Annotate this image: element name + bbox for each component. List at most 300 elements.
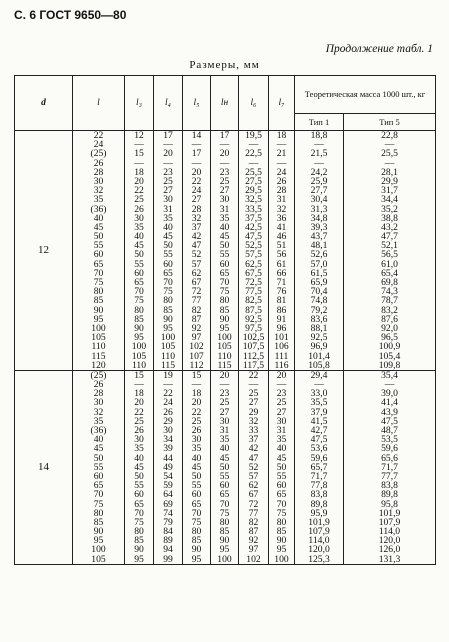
cell-value: 29 — [163, 415, 173, 427]
cell-value: 15 — [191, 369, 202, 381]
column-header-l: l — [73, 76, 125, 131]
cell-value: 89,8 — [310, 498, 328, 510]
cell-value: 65,9 — [310, 277, 328, 288]
cell-value: — — [314, 379, 324, 391]
cell-value: 34 — [163, 434, 173, 446]
cell-value: 80 — [134, 304, 144, 316]
column-l3 — [125, 370, 154, 564]
cell-value: 101,9 — [308, 516, 330, 528]
cell-value: 85 — [93, 295, 104, 307]
cell-value: 25 — [219, 175, 230, 187]
cell-value: 105 — [160, 341, 176, 353]
cell-value: 75 — [163, 286, 173, 298]
cell-value: 85 — [219, 304, 230, 316]
cell-value: 66 — [276, 267, 287, 279]
cell-value: 40 — [219, 221, 230, 233]
cell-value: 61 — [276, 258, 287, 270]
cell-value: 60 — [219, 480, 230, 492]
cell-value: 50 — [276, 461, 287, 473]
cell-value: 100 — [91, 322, 106, 334]
column-header-l6: l₆ — [239, 76, 269, 131]
cell-value: 26 — [163, 406, 173, 418]
cell-value: 31 — [276, 425, 287, 436]
cell-value: 62 — [191, 267, 202, 279]
column-header-l4: l₄ — [154, 76, 183, 131]
cell-value: 53,5 — [381, 434, 398, 446]
cell-value: 35 — [219, 434, 230, 446]
cell-value: 20 — [191, 166, 202, 178]
column-ln — [211, 131, 239, 371]
cell-value: — — [191, 139, 202, 151]
cell-value: 25,5 — [245, 166, 262, 178]
cell-value: 90 — [134, 544, 144, 556]
cell-value: 33 — [248, 425, 259, 436]
table-group-row — [15, 370, 436, 564]
cell-value: 45 — [219, 452, 230, 464]
cell-value: 35 — [219, 212, 230, 224]
cell-value: 21,5 — [310, 148, 328, 160]
cell-value: 43,7 — [310, 231, 328, 243]
cell-value: 109,8 — [378, 359, 401, 371]
cell-value: 45 — [134, 240, 144, 252]
cell-value: 92 — [248, 535, 259, 547]
cell-value: (25) — [90, 148, 107, 160]
cell-value: 80 — [93, 507, 104, 519]
cell-value: 40 — [219, 443, 230, 455]
cell-value: 25 — [163, 175, 173, 187]
cell-value: 85 — [163, 304, 173, 316]
cell-value: — — [163, 379, 173, 391]
cell-value: 27 — [219, 406, 230, 418]
cell-value: 24 — [191, 185, 202, 197]
cell-value: 95 — [163, 322, 173, 334]
cell-value: 59,6 — [310, 452, 328, 464]
cell-value: 95 — [219, 544, 230, 556]
cell-value: 18 — [191, 388, 202, 400]
cell-value: 75 — [134, 516, 144, 528]
column-header-l7: l₇ — [269, 76, 295, 131]
cell-value: 28 — [276, 185, 287, 197]
cell-value: 22 — [191, 175, 202, 187]
cell-value: 115 — [160, 359, 176, 371]
cell-value: 65,7 — [310, 461, 328, 473]
cell-value: 38,8 — [381, 212, 398, 224]
cell-value: (36) — [90, 425, 107, 436]
cell-value: 29,4 — [310, 369, 328, 381]
cell-value: 65 — [134, 277, 144, 288]
cell-value: 20 — [219, 369, 230, 381]
cell-value: 25 — [219, 397, 230, 409]
cell-value: 47,5 — [381, 415, 398, 427]
column-header-l3: l₃ — [125, 76, 154, 131]
cell-value: 30 — [163, 425, 173, 436]
cell-value: 60 — [191, 489, 202, 501]
cell-value: 96,9 — [310, 341, 328, 353]
column-l5 — [183, 131, 211, 371]
cell-value: 100 — [131, 341, 147, 353]
cell-value: 35,2 — [381, 203, 398, 215]
cell-value: 80 — [219, 516, 230, 528]
cell-value: 90 — [163, 313, 173, 325]
cell-value: 35 — [276, 434, 287, 446]
cell-value: 107 — [189, 350, 204, 362]
cell-value: 26 — [134, 425, 144, 436]
cell-value: 100 — [160, 332, 176, 344]
cell-value: 52,1 — [381, 240, 398, 252]
cell-value: 74,8 — [310, 295, 328, 307]
cell-value: 92,0 — [381, 322, 398, 334]
cell-value: — — [134, 139, 144, 151]
cell-value: 70 — [134, 507, 144, 519]
cell-value: 27 — [191, 194, 202, 206]
cell-value: 50 — [93, 452, 104, 464]
cell-value: 35,5 — [310, 397, 328, 409]
cell-value: 52,5 — [245, 240, 262, 252]
cell-value: 75 — [219, 507, 230, 519]
cell-value: 43,9 — [381, 406, 398, 418]
cell-value: 77,7 — [381, 470, 398, 482]
cell-value: 71,7 — [310, 470, 328, 482]
cell-value: 39,0 — [381, 388, 398, 400]
cell-value: — — [248, 139, 259, 151]
cell-value: 22 — [248, 369, 259, 381]
cell-value: 87,6 — [381, 313, 398, 325]
cell-value: 17 — [191, 148, 202, 160]
cell-value: 17 — [219, 130, 230, 141]
cell-value: 67 — [191, 277, 202, 288]
cell-value: 105,4 — [378, 350, 401, 362]
cell-value: — — [314, 139, 324, 151]
cell-value: 81 — [276, 295, 287, 307]
cell-value: 40 — [134, 231, 144, 243]
cell-value: 80 — [163, 295, 173, 307]
cell-value: 32,5 — [245, 194, 262, 206]
cell-value: 60 — [276, 480, 287, 492]
cell-value: 44 — [163, 452, 173, 464]
cell-value: 46 — [276, 231, 287, 243]
cell-value: 22 — [134, 185, 144, 197]
column-ln — [211, 370, 239, 564]
cell-value: 55 — [219, 249, 230, 261]
cell-value: 100 — [217, 553, 232, 565]
cell-value: 17 — [163, 130, 173, 141]
cell-value: 74,3 — [381, 286, 398, 298]
cell-value: 20 — [134, 175, 144, 187]
cell-value: 79,2 — [310, 304, 328, 316]
cell-value: 50 — [134, 249, 144, 261]
column-l7 — [269, 370, 295, 564]
cell-value: 26 — [93, 379, 104, 391]
cell-value: 50 — [93, 231, 104, 243]
cell-value: 87,5 — [245, 304, 262, 316]
cell-value: 31 — [219, 203, 230, 215]
cell-value: 20 — [276, 369, 287, 381]
cell-value: 77,8 — [310, 480, 328, 492]
cell-value: 83,2 — [381, 304, 398, 316]
cell-value: 95 — [134, 553, 144, 565]
cell-value: 20 — [134, 397, 144, 409]
cell-value: 18 — [276, 130, 287, 141]
cell-value: — — [276, 139, 287, 151]
cell-value: 101,4 — [308, 350, 330, 362]
cell-value: — — [191, 379, 202, 391]
cell-value: 24 — [93, 139, 104, 151]
cell-value: 36 — [276, 212, 287, 224]
column-header-type-1: Тип 1 — [295, 114, 344, 131]
cell-value: 28,1 — [381, 166, 398, 178]
cell-value: 94 — [163, 544, 173, 556]
cell-value: 40 — [191, 452, 202, 464]
cell-value: — — [276, 379, 287, 391]
cell-value: 32 — [276, 203, 287, 215]
cell-value: 90 — [93, 526, 104, 538]
cell-value: 30 — [191, 434, 202, 446]
cell-value: 23 — [276, 388, 287, 400]
cell-value: 72 — [191, 286, 202, 298]
table-group-row — [15, 131, 436, 371]
cell-value: — — [191, 157, 202, 169]
cell-value: 55 — [93, 240, 104, 252]
column-header-ln: lн — [211, 76, 239, 131]
column-header-l5: l₅ — [183, 76, 211, 131]
cell-value: 43,2 — [381, 221, 398, 233]
cell-value: 15 — [134, 369, 144, 381]
cell-value: 105 — [91, 332, 106, 344]
cell-value: — — [134, 379, 144, 391]
cell-value: 25 — [248, 388, 259, 400]
cell-value: 70 — [93, 267, 104, 279]
cell-value: 107,5 — [242, 341, 265, 353]
cell-value: 22 — [93, 130, 104, 141]
table-continuation-label: Продолжение табл. 1 — [325, 43, 433, 55]
cell-value: 67,5 — [245, 267, 262, 279]
cell-value: 22,8 — [381, 130, 398, 141]
cell-value: 125,3 — [308, 553, 330, 565]
cell-value: 95 — [219, 322, 230, 334]
cell-value: 62 — [248, 480, 259, 492]
cell-value: 28 — [191, 203, 202, 215]
cell-value: 55 — [134, 480, 144, 492]
cell-value: 42 — [248, 443, 259, 455]
cell-value: 65 — [93, 258, 104, 270]
cell-value: 87 — [191, 313, 202, 325]
cell-value: 27,5 — [245, 175, 262, 187]
cell-value: 55 — [276, 470, 287, 482]
cell-value: 56,5 — [381, 249, 398, 261]
cell-value: 20 — [163, 148, 173, 160]
cell-value: 35 — [134, 221, 144, 233]
cell-value: 65 — [219, 267, 230, 279]
cell-value: 105,8 — [308, 359, 330, 371]
cell-value: 40 — [93, 434, 104, 446]
cell-value: 77 — [248, 507, 259, 519]
cell-value: 99 — [163, 553, 173, 565]
cell-value: 45 — [219, 231, 230, 243]
cell-value: 74 — [163, 507, 173, 519]
cell-value: 30 — [134, 212, 144, 224]
cell-value: 89,8 — [381, 489, 398, 501]
cell-value: 77,5 — [245, 286, 262, 298]
cell-value: 57 — [191, 258, 202, 270]
cell-value: 31 — [163, 203, 173, 215]
cell-value: (25) — [90, 369, 107, 381]
cell-value: 102 — [189, 341, 204, 353]
cell-value: 65 — [134, 498, 144, 510]
cell-value: 67 — [248, 489, 259, 501]
page-header: С. 6 ГОСТ 9650—80 — [14, 8, 127, 22]
cell-value: 25,5 — [381, 148, 398, 160]
cell-value: 85 — [134, 535, 144, 547]
column-header-mass: Теоретическая масса 1000 шт., кг — [295, 76, 436, 114]
cell-value: 37,5 — [245, 212, 262, 224]
cell-value: (36) — [90, 203, 107, 215]
cell-value: 72,5 — [245, 277, 262, 288]
cell-value: 110 — [217, 350, 232, 362]
cell-value: 69 — [163, 498, 173, 510]
cell-value: 83,6 — [310, 313, 328, 325]
cell-value: 65 — [163, 267, 173, 279]
cell-value: 45 — [93, 443, 104, 455]
cell-value: 92 — [191, 322, 202, 334]
cell-value: 116 — [274, 359, 289, 371]
column-mass-type-1 — [295, 370, 344, 564]
cell-value: 100,9 — [378, 341, 401, 353]
cell-value: — — [219, 139, 230, 151]
cell-value: 85 — [93, 516, 104, 528]
cell-value: 37 — [248, 434, 259, 446]
cell-value: 21 — [276, 148, 287, 160]
cell-value: 87 — [248, 526, 259, 538]
cell-value: 40 — [93, 212, 104, 224]
cell-value: 29 — [248, 406, 259, 418]
column-l6 — [239, 131, 269, 371]
cell-value: 70 — [219, 277, 230, 288]
cell-value: 37,9 — [310, 406, 328, 418]
cell-value: 32 — [191, 212, 202, 224]
cell-value: 31 — [276, 194, 287, 206]
cell-value: 40 — [134, 452, 144, 464]
column-l7 — [269, 131, 295, 371]
cell-value: 50 — [191, 470, 202, 482]
cell-value: 18,8 — [310, 130, 328, 141]
cell-value: — — [134, 157, 144, 169]
cell-value: 24 — [163, 397, 173, 409]
cell-value: 82 — [191, 304, 202, 316]
cell-value: — — [248, 157, 259, 169]
cell-value: 57 — [248, 470, 259, 482]
cell-value: 79 — [163, 516, 173, 528]
cell-value: 30 — [93, 175, 104, 187]
cell-value: 92,5 — [245, 313, 262, 325]
cell-value: 40 — [276, 443, 287, 455]
cell-value: 84 — [163, 526, 173, 538]
column-mass-type-5 — [344, 131, 436, 371]
cell-value: 45 — [191, 461, 202, 473]
cell-value: 57,5 — [245, 249, 262, 261]
cell-value: — — [163, 139, 173, 151]
cell-value: 22 — [191, 406, 202, 418]
cell-value: 105 — [217, 341, 232, 353]
cell-value: 50 — [219, 461, 230, 473]
cell-value: 19,5 — [245, 130, 262, 141]
cell-value: 97 — [191, 332, 202, 344]
cell-value: 95,9 — [310, 507, 328, 519]
cell-value: 47 — [248, 452, 259, 464]
cell-value: — — [219, 157, 230, 169]
diameter-cell: 14 — [15, 370, 73, 564]
column-l — [73, 131, 125, 371]
cell-value: 86 — [276, 304, 287, 316]
cell-value: 112 — [189, 359, 204, 371]
cell-value: 71,7 — [381, 461, 398, 473]
cell-value: 32 — [93, 406, 104, 418]
cell-value: 24,2 — [310, 166, 328, 178]
cell-value: 90 — [134, 322, 144, 334]
cell-value: 111 — [274, 350, 289, 362]
cell-value: 37 — [191, 221, 202, 233]
cell-value: 28 — [93, 166, 104, 178]
cell-value: 32 — [93, 185, 104, 197]
cell-value: 95 — [93, 313, 104, 325]
cell-value: 49 — [163, 461, 173, 473]
cell-value: 32 — [248, 415, 259, 427]
column-l3 — [125, 131, 154, 371]
cell-value: 50 — [134, 470, 144, 482]
cell-value: 126,0 — [378, 544, 401, 556]
cell-value: 14 — [191, 130, 202, 141]
cell-value: 61,0 — [381, 258, 398, 270]
cell-value: 75 — [191, 516, 202, 528]
cell-value: 42 — [191, 231, 202, 243]
cell-value: 25 — [134, 194, 144, 206]
cell-value: — — [219, 379, 230, 391]
cell-value: — — [384, 139, 395, 151]
cell-value: 91 — [276, 313, 287, 325]
cell-value: 34,8 — [310, 212, 328, 224]
cell-value: 53,6 — [310, 443, 328, 455]
cell-value: 90 — [191, 544, 202, 556]
cell-value: 96,5 — [381, 332, 398, 344]
cell-value: 57,0 — [310, 258, 328, 270]
cell-value: 47,5 — [310, 434, 328, 446]
cell-value: 47,7 — [381, 231, 398, 243]
cell-value: 45 — [93, 221, 104, 233]
cell-value: 26 — [93, 157, 104, 169]
cell-value: 114,0 — [378, 526, 401, 538]
cell-value: 64 — [163, 489, 173, 501]
column-l4 — [154, 131, 183, 371]
cell-value: 27 — [163, 185, 173, 197]
cell-value: 101 — [274, 332, 289, 344]
cell-value: 22 — [134, 406, 144, 418]
cell-value: 77 — [191, 295, 202, 307]
cell-value: 39,3 — [310, 221, 328, 233]
cell-value: 110 — [160, 350, 176, 362]
column-mass-type-5 — [344, 370, 436, 564]
cell-value: 60 — [93, 249, 104, 261]
cell-value: 23 — [219, 166, 230, 178]
cell-value: 60 — [134, 489, 144, 501]
cell-value: 90 — [219, 535, 230, 547]
cell-value: 42,5 — [245, 221, 262, 233]
column-header-d: d — [15, 76, 73, 131]
cell-value: 26 — [191, 425, 202, 436]
cell-value: 70 — [163, 277, 173, 288]
cell-value: 107,9 — [308, 526, 330, 538]
cell-value: 65 — [276, 489, 287, 501]
cell-value: 18 — [134, 166, 144, 178]
cell-value: 29,5 — [245, 185, 262, 197]
